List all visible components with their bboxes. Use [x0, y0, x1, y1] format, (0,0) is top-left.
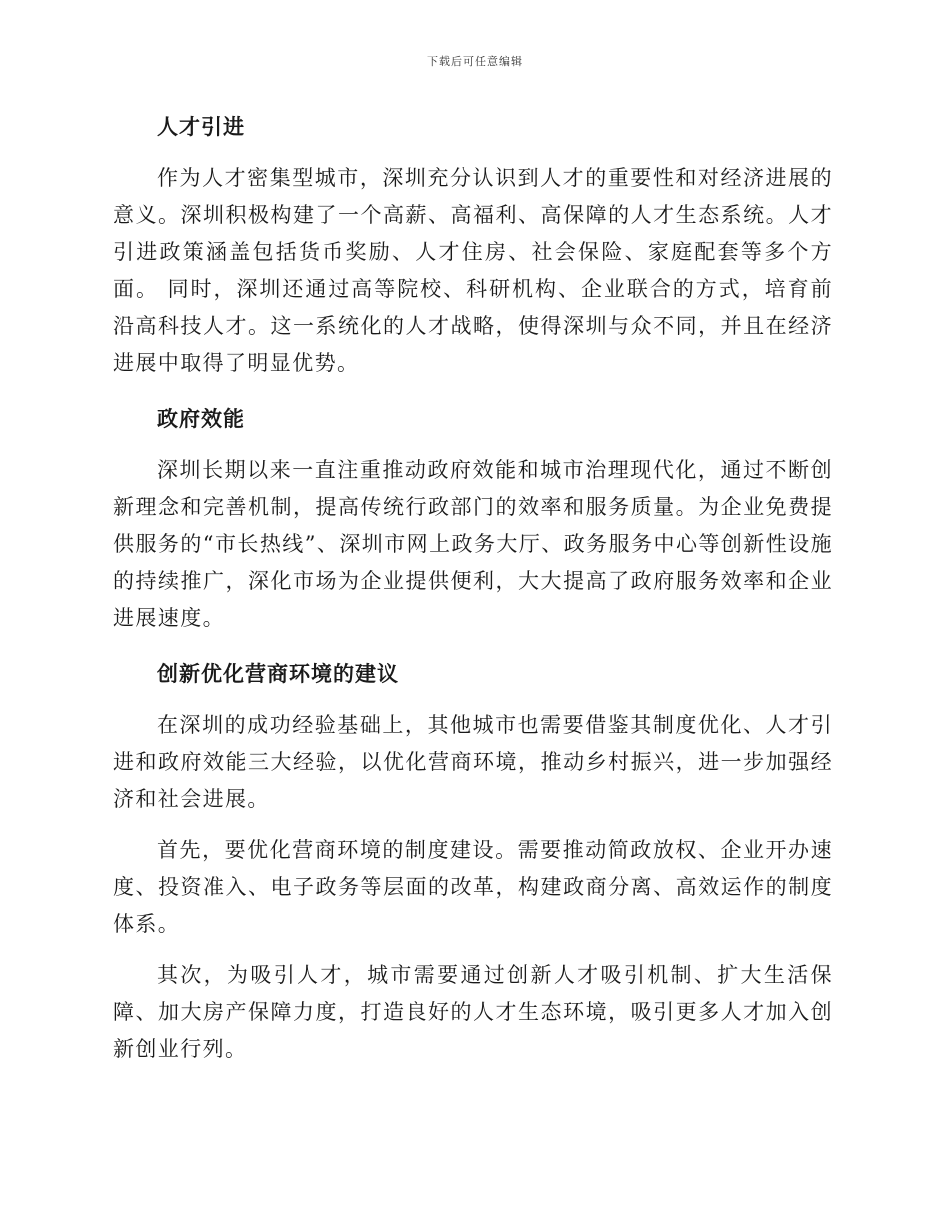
- page-header: 下载后可任意编辑: [427, 55, 523, 68]
- section-heading-suggestions: 创新优化营商环境的建议: [157, 662, 399, 686]
- paragraph-suggestions-second: 其次，为吸引人才，城市需要通过创新人才吸引机制、扩大生活保障、加大房产保障力度，打造良好的人才生态环境，吸引更多人才加入创新创业行列。: [113, 963, 833, 1061]
- paragraph-suggestions-intro: 在深圳的成功经验基础上，其他城市也需要借鉴其制度优化、人才引进和政府效能三大经验，以优化营商环境，推动乡村振兴，进一步加强经济和社会进展。: [113, 713, 833, 811]
- section-heading-talent: 人才引进: [157, 115, 245, 139]
- section-heading-government: 政府效能: [157, 407, 245, 431]
- document-body: [113, 104, 833, 1068]
- paragraph-government: 深圳长期以来一直注重推动政府效能和城市治理现代化，通过不断创新理念和完善机制，提高传统行政部门的效率和服务质量。为企业免费提供服务的“市长热线”、深圳市网上政务大厅、政务服务中心等创新性设施的持续推广，深化市场为企业提供便利，大大提高了政府服务效率和企业进展速度。: [113, 458, 833, 630]
- paragraph-suggestions-first: 首先，要优化营商环境的制度建设。需要推动简政放权、企业开办速度、投资准入、电子政务等层面的改革，构建政商分离、高效运作的制度体系。: [113, 838, 833, 936]
- paragraph-talent: 作为人才密集型城市，深圳充分认识到人才的重要性和对经济进展的意义。深圳积极构建了一个高薪、高福利、高保障的人才生态系统。人才引进政策涵盖包括货币奖励、人才住房、社会保险、家庭配套等多个方面。 同时，深圳还通过高等院校、科研机构、企业联合的方式，培育前沿高科技人才。这一系统化的人才战略，使得深圳与众不同，并且在经济进展中取得了明显优势。: [113, 166, 833, 375]
